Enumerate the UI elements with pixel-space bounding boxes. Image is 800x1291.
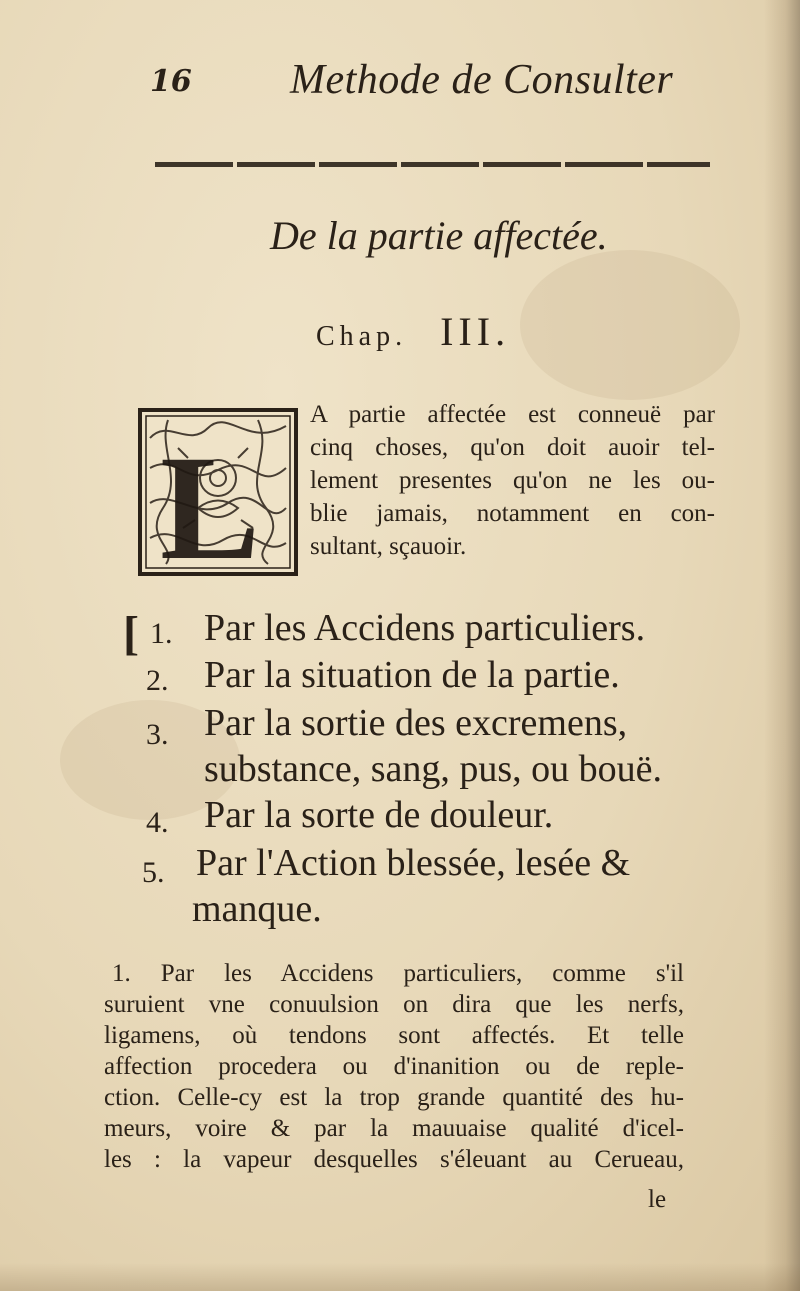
ornamental-drop-cap bbox=[138, 408, 298, 576]
list-item-number: 2. bbox=[146, 664, 169, 697]
drop-cap-letter: L bbox=[160, 425, 261, 576]
body-line: 1. Par les Accidens particuliers, comme s'il bbox=[112, 960, 684, 987]
intro-line: sultant, sçauoir. bbox=[310, 533, 467, 560]
page-number: 16 bbox=[150, 64, 192, 99]
intro-line: lement presentes qu'on ne les ou- bbox=[310, 467, 715, 494]
body-line: ction. Celle-cy est la trop grande quantité des hu- bbox=[104, 1084, 684, 1111]
body-paragraph bbox=[104, 958, 684, 1175]
body-line: les : la vapeur desquelles s'éleuant au Cerueau, bbox=[104, 1146, 684, 1173]
intro-line: blie jamais, notamment en con- bbox=[310, 500, 715, 527]
page-bottom-shadow bbox=[0, 1263, 800, 1291]
section-title: De la partie affectée. bbox=[270, 213, 608, 258]
intro-line: cinq choses, qu'on doit auoir tel- bbox=[310, 434, 715, 461]
catchword: le bbox=[648, 1186, 667, 1213]
list-item-number: 1. bbox=[150, 617, 173, 650]
paper-stain bbox=[520, 250, 740, 400]
chapter-heading bbox=[316, 308, 510, 355]
list-item-text: Par l'Action blessée, lesée & bbox=[196, 842, 631, 884]
intro-line: A partie affectée est conneuë par bbox=[310, 401, 715, 428]
chapter-numeral: III. bbox=[440, 309, 511, 354]
body-line: affection procedera ou d'inanition ou de reple- bbox=[104, 1053, 684, 1080]
list-brace: [ bbox=[123, 607, 139, 660]
list-item-number: 3. bbox=[146, 718, 169, 751]
list-item-text-continued: substance, sang, pus, ou bouë. bbox=[204, 748, 663, 790]
list-item-text: Par la sorte de douleur. bbox=[204, 794, 554, 836]
list-item-text-continued: manque. bbox=[192, 888, 322, 930]
intro-paragraph bbox=[310, 398, 715, 563]
list-item-number: 4. bbox=[146, 806, 169, 839]
body-line: meurs, voire & par la mauuaise qualité d'icel- bbox=[104, 1115, 684, 1142]
header-rule bbox=[155, 162, 710, 167]
chapter-label: Chap. bbox=[316, 321, 408, 352]
body-line: suruient vne conuulsion on dira que les nerfs, bbox=[104, 991, 684, 1018]
body-line: ligamens, où tendons sont affectés. Et telle bbox=[104, 1022, 684, 1049]
list-item-number: 5. bbox=[142, 856, 165, 889]
list-item-text: Par les Accidens particuliers. bbox=[204, 607, 646, 649]
list-item-text: Par la situation de la partie. bbox=[204, 654, 620, 696]
running-title: Methode de Consulter bbox=[290, 57, 674, 103]
list-item-text: Par la sortie des excremens, bbox=[204, 702, 628, 744]
page-edge-shadow bbox=[764, 0, 800, 1291]
